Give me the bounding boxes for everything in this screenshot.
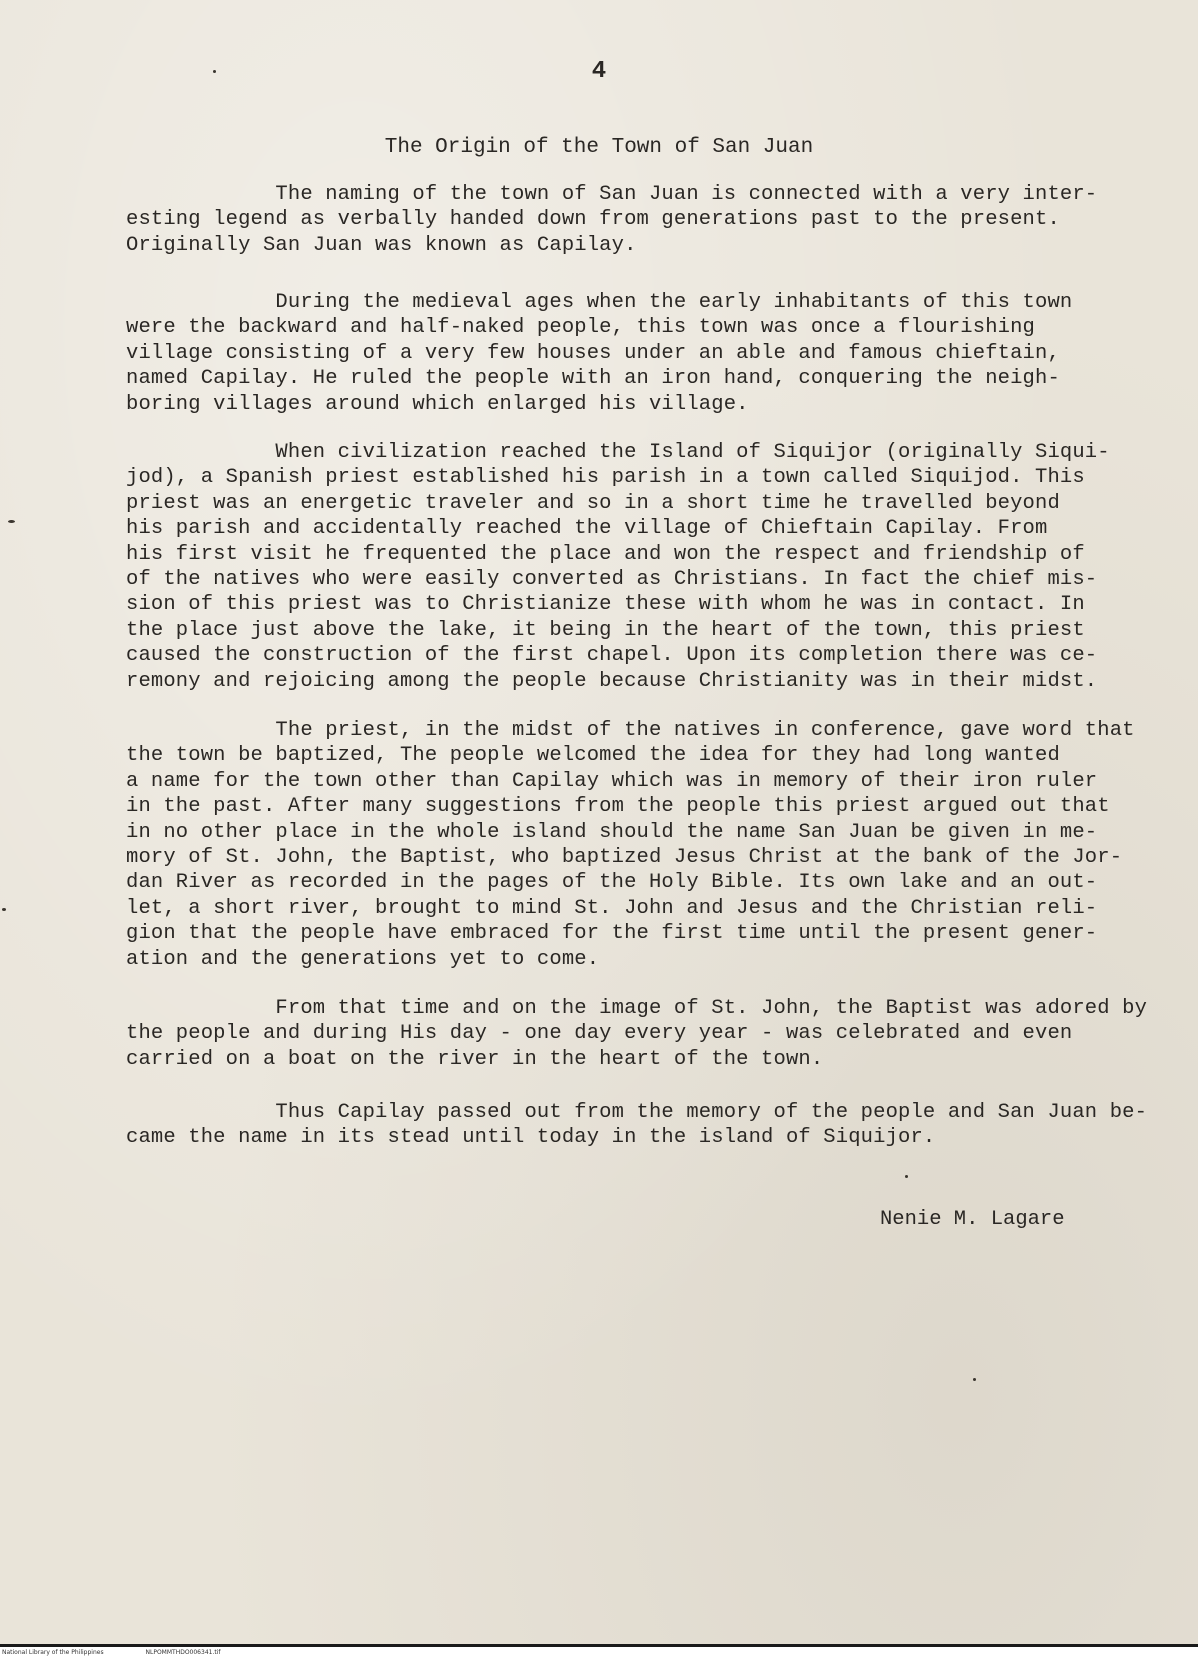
text-line: jod), a Spanish priest established his parish in a town called Siquijod. This [126, 466, 1085, 490]
text-line: carried on a boat on the river in the heart of the town. [126, 1047, 824, 1071]
text-line: The priest, in the midst of the natives in conference, gave word that [126, 719, 1135, 742]
text-line: ation and the generations yet to come. [126, 947, 600, 971]
text-line: village consisting of a very few houses under an able and famous chieftain, [126, 341, 1060, 365]
paper-speck [213, 70, 216, 73]
paragraph-5 [126, 996, 1148, 1072]
text-line: the place just above the lake, it being in the heart of the town, this priest [126, 618, 1085, 642]
footer-file: NLPOMMTHDO006341.tif [145, 1649, 221, 1656]
text-line: From that time and on the image of St. John, the Baptist was adored by [126, 997, 1148, 1020]
text-line: were the backward and half-naked people, this town was once a flourishing [126, 316, 1035, 340]
author-signature: Nenie M. Lagare [880, 1208, 1065, 1231]
footer-source: National Library of the Philippines [2, 1649, 104, 1656]
text-line: gion that the people have embraced for the first time until the present gener- [126, 922, 1098, 946]
paper-speck [2, 908, 6, 911]
text-line: Thus Capilay passed out from the memory of the people and San Juan be- [126, 1101, 1148, 1124]
paragraph-6 [126, 1100, 1148, 1151]
paragraph-4 [126, 718, 1136, 972]
text-line: came the name in its stead until today in the island of Siquijor. [126, 1126, 936, 1150]
scan-footer [0, 1647, 1198, 1658]
text-line: of the natives who were easily converted as Christians. In fact the chief mis- [126, 568, 1098, 592]
text-line: his first visit he frequented the place and won the respect and friendship of [126, 542, 1085, 566]
text-line: in no other place in the whole island should the name San Juan be given in me- [126, 820, 1098, 844]
text-line: Originally San Juan was known as Capilay. [126, 233, 637, 257]
text-line: When civilization reached the Island of Siquijor (originally Siqui- [126, 441, 1110, 464]
page-number: 4 [591, 58, 607, 85]
text-line: the town be baptized, The people welcomed the idea for they had long wanted [126, 744, 1060, 768]
text-line: dan River as recorded in the pages of the Holy Bible. Its own lake and an out- [126, 871, 1098, 895]
text-line: named Capilay. He ruled the people with an iron hand, conquering the neigh- [126, 367, 1060, 391]
paragraph-2 [126, 290, 1136, 417]
paper-speck [973, 1378, 976, 1381]
text-line: let, a short river, brought to mind St. John and Jesus and the Christian reli- [126, 896, 1098, 920]
text-line: mory of St. John, the Baptist, who baptized Jesus Christ at the bank of the Jor- [126, 846, 1123, 870]
text-line: the people and during His day - one day every year - was celebrated and even [126, 1022, 1073, 1046]
text-line: remony and rejoicing among the people because Christianity was in their midst. [126, 669, 1098, 693]
text-line: priest was an energetic traveler and so in a short time he travelled beyond [126, 491, 1060, 515]
document-title: The Origin of the Town of San Juan [384, 136, 814, 159]
text-line: in the past. After many suggestions from the people this priest argued out that [126, 795, 1110, 819]
paper-speck [905, 1175, 908, 1178]
text-line: During the medieval ages when the early inhabitants of this town [126, 291, 1073, 314]
text-line: caused the construction of the first chapel. Upon its completion there was ce- [126, 644, 1098, 668]
text-line: his parish and accidentally reached the village of Chieftain Capilay. From [126, 517, 1048, 541]
text-line: The naming of the town of San Juan is connected with a very inter- [126, 183, 1098, 206]
text-line: esting legend as verbally handed down from generations past to the present. [126, 208, 1060, 232]
text-line: boring villages around which enlarged his village. [126, 392, 749, 416]
text-line: a name for the town other than Capilay which was in memory of their iron ruler [126, 769, 1098, 793]
paragraph-1 [126, 182, 1136, 258]
paper-speck [8, 520, 15, 523]
paragraph-3 [126, 440, 1136, 694]
text-line: sion of this priest was to Christianize these with whom he was in contact. In [126, 593, 1085, 617]
